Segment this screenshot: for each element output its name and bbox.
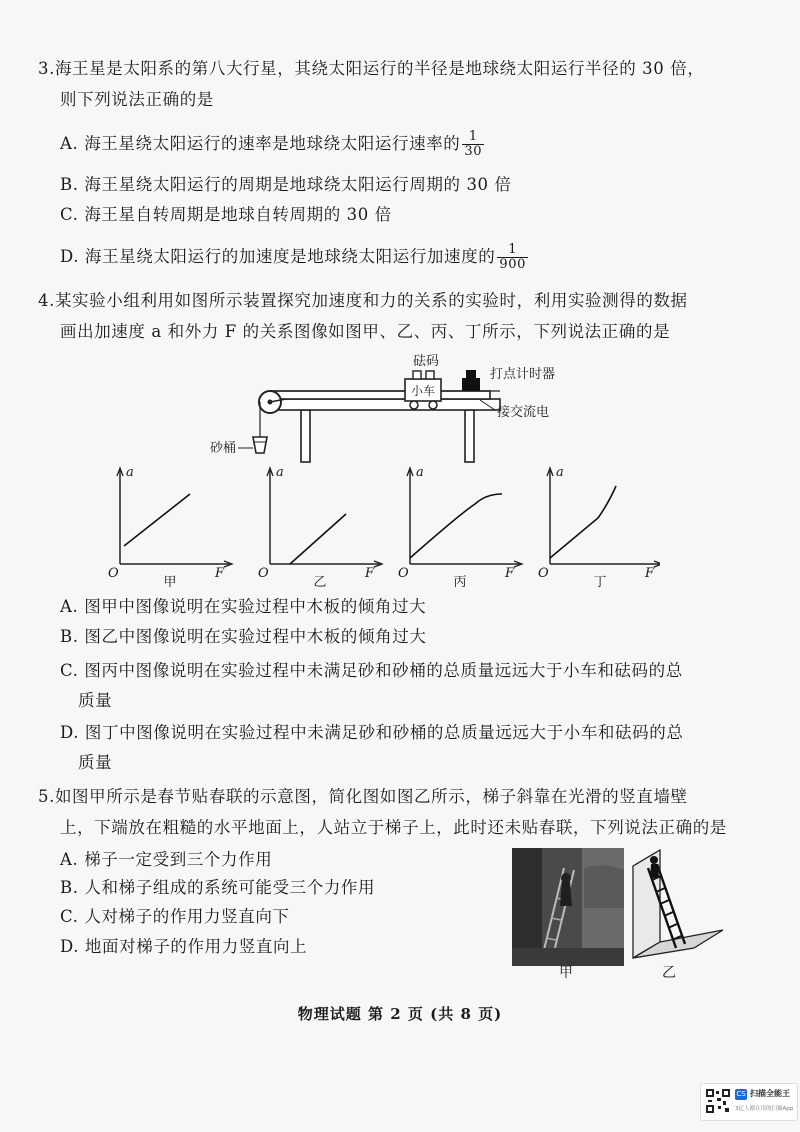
figure-jia-photo [512, 848, 624, 966]
graph-curve-甲 [124, 494, 190, 546]
graph-axis-x-label: F [215, 566, 225, 581]
table-leg-left [301, 410, 310, 462]
q3-option-d-fraction [497, 243, 528, 272]
a-f-graphs [100, 462, 660, 590]
person-body [650, 864, 659, 878]
q3-option-d-text: D. 海王星绕太阳运行的加速度是地球绕太阳运行加速度的 [60, 247, 496, 266]
q4-stem-line2: 画出加速度 a 和外力 F 的关系图像如图甲、乙、丙、丁所示，下列说法正确的是 [60, 322, 671, 341]
q5-option-c: C. 人对梯子的作用力竖直向下 [60, 907, 290, 926]
graph-axis-x-label: F [505, 566, 515, 581]
graph-origin-label: O [538, 566, 549, 581]
page-footer: 物理试题 第 2 页 (共 8 页) [297, 1005, 503, 1023]
scanner-title: 扫描全能王 [750, 1089, 790, 1098]
q5-stem-line1: 5.如图甲所示是春节贴春联的示意图，简化图如图乙所示，梯子斜靠在光滑的竖直墙壁 [38, 787, 688, 806]
graph-origin-label: O [398, 566, 409, 581]
graph-curve-丁 [550, 486, 616, 558]
graph-axis-x-label: F [365, 566, 375, 581]
graph-label-丁: 丁 [593, 575, 607, 590]
weights-label: 砝码 [413, 354, 440, 369]
q5-stem-line2: 上，下端放在粗糙的水平地面上，人站立于梯子上，此时还未贴春联，下列说法正确的是 [60, 818, 727, 837]
ticker-timer-top [466, 370, 476, 378]
graph-axis-y-label: a [276, 465, 284, 480]
graph-curve-丙 [410, 494, 502, 558]
graph-axis-y-label: a [556, 465, 564, 480]
ladder-rung [660, 900, 669, 904]
scanner-subtitle: 3亿人都在用的扫描App [735, 1106, 794, 1112]
q3-option-a-text: A. 海王星绕太阳运行的速率是地球绕太阳运行速率的 [60, 134, 461, 153]
q3-option-d-numerator: 1 [497, 243, 528, 258]
table-leg-right [465, 410, 474, 462]
ticker-timer [462, 378, 480, 391]
sand-bucket [253, 437, 267, 453]
scanner-badge-icon: CS [736, 1090, 746, 1098]
q3-option-a-denominator: 30 [464, 144, 483, 159]
table-top [278, 399, 500, 410]
q4-option-c-line1: C. 图丙中图像说明在实验过程中未满足砂和砂桶的总质量远远大于小车和砝码的总 [60, 661, 683, 680]
qr-code-icon [705, 1088, 731, 1114]
q4-option-d-line2: 质量 [78, 753, 113, 772]
graph-axis-x-label: F [645, 566, 655, 581]
q3-option-d-denominator: 900 [499, 257, 526, 272]
q3-option-b: B. 海王星绕太阳运行的周期是地球绕太阳运行周期的 30 倍 [60, 175, 512, 194]
apparatus-diagram [200, 350, 580, 465]
q4-option-c-line2: 质量 [78, 691, 113, 710]
q3-option-a-fraction [462, 130, 484, 159]
cart-label: 小车 [410, 384, 436, 398]
graph-label-甲: 甲 [163, 575, 177, 590]
graph-axis-y-label: a [416, 465, 424, 480]
cart-wheel [410, 401, 418, 409]
graph-curve-乙 [290, 514, 346, 564]
photo-illustration [512, 848, 624, 966]
scanner-watermark [700, 1083, 798, 1121]
q4-stem-line1: 4.某实验小组利用如图所示装置探究加速度和力的关系的实验时，利用实验测得的数据 [38, 291, 688, 310]
q5-option-a: A. 梯子一定受到三个力作用 [60, 850, 273, 869]
q4-option-a: A. 图甲中图像说明在实验过程中木板的倾角过大 [60, 597, 427, 616]
q5-option-d: D. 地面对梯子的作用力竖直向上 [60, 937, 308, 956]
q4-option-b: B. 图乙中图像说明在实验过程中木板的倾角过大 [60, 627, 427, 646]
q5-option-b: B. 人和梯子组成的系统可能受三个力作用 [60, 878, 376, 897]
graph-origin-label: O [108, 566, 119, 581]
q3-stem-line1: 3.海王星是太阳系的第八大行星，其绕太阳运行的半径是地球绕太阳运行半径的 30 倍， [38, 59, 705, 78]
figure-yi-label: 乙 [662, 965, 677, 981]
q3-stem-line2: 则下列说法正确的是 [60, 90, 214, 109]
graph-label-乙: 乙 [313, 575, 327, 590]
graph-label-丙: 丙 [453, 575, 467, 590]
cart-wheel [429, 401, 437, 409]
timer-label: 打点计时器 [490, 367, 556, 382]
weight-block [413, 371, 421, 379]
weight-block [426, 371, 434, 379]
wooden-board [272, 391, 490, 399]
q3-option-d [60, 243, 528, 272]
q3-option-a-numerator: 1 [462, 130, 484, 145]
figure-jia-label: 甲 [559, 965, 574, 981]
bucket-label: 砂桶 [210, 441, 237, 456]
q3-option-a [60, 130, 484, 159]
graph-axis-y-label: a [126, 465, 134, 480]
graph-origin-label: O [258, 566, 269, 581]
q4-option-d-line1: D. 图丁中图像说明在实验过程中未满足砂和砂桶的总质量远远大于小车和砝码的总 [60, 723, 684, 742]
q3-option-c: C. 海王星自转周期是地球自转周期的 30 倍 [60, 205, 392, 224]
figure-yi-ladder-diagram [628, 848, 728, 960]
person-head [650, 856, 658, 864]
ac-label: 接交流电 [497, 405, 550, 420]
